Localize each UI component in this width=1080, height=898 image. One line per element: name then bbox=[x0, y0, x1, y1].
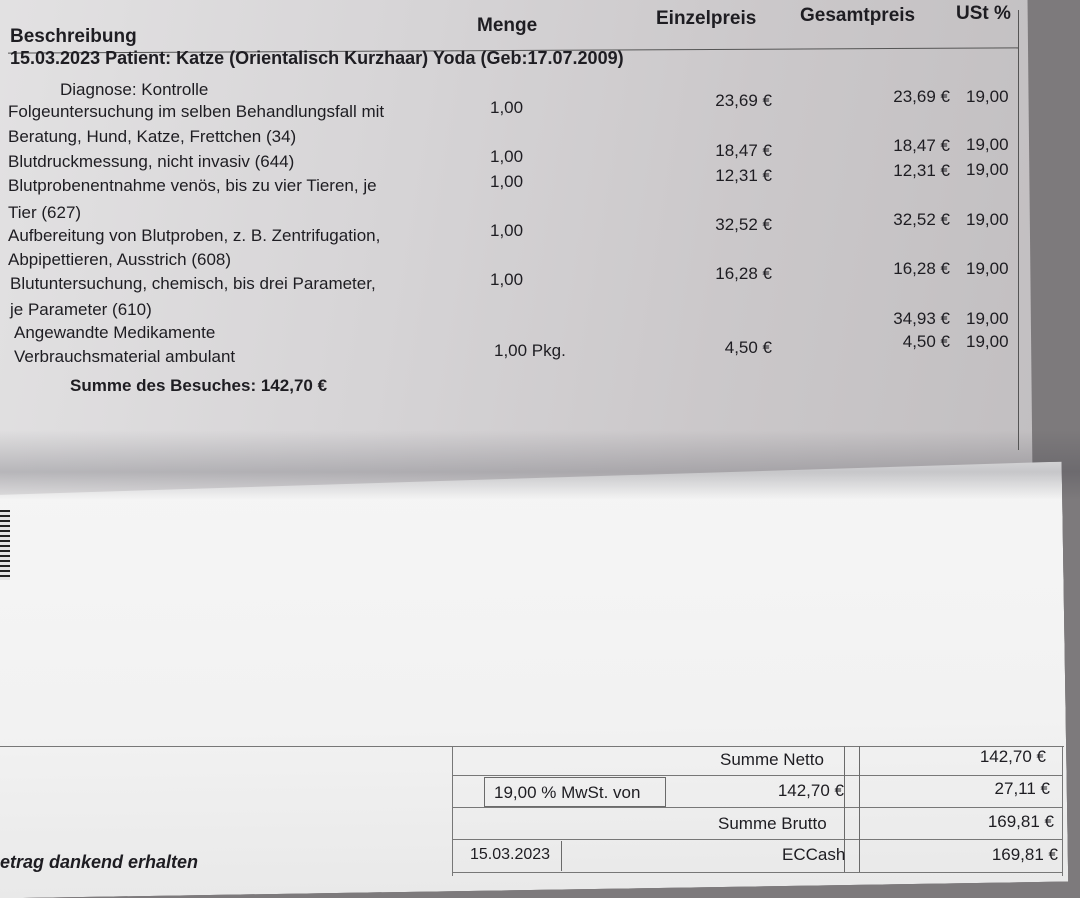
item-1-desc-2: Beratung, Hund, Katze, Frettchen (34) bbox=[8, 127, 297, 146]
summary-right-border bbox=[1062, 746, 1063, 876]
item-4-unit-price: 32,52 € bbox=[715, 215, 772, 234]
item-3-desc-2: Tier (627) bbox=[8, 203, 82, 222]
summary-rule-2 bbox=[452, 807, 1062, 808]
header-total-price: Gesamtpreis bbox=[800, 5, 916, 26]
item-5-desc-2: je Parameter (610) bbox=[10, 300, 152, 319]
item-3-total: 12,31 € bbox=[893, 161, 950, 180]
invoice-paper-lower bbox=[0, 462, 1068, 898]
received-text: etrag dankend erhalten bbox=[0, 852, 199, 872]
item-2-desc-1: Blutdruckmessung, nicht invasiv (644) bbox=[8, 152, 295, 171]
item-7-total: 4,50 € bbox=[902, 332, 950, 351]
summary-brutto-label: Summe Brutto bbox=[718, 814, 827, 833]
summary-rule-4 bbox=[452, 872, 1062, 873]
summary-brutto-value: 169,81 € bbox=[987, 812, 1054, 831]
item-2-qty: 1,00 bbox=[490, 147, 524, 166]
summary-vat-value: 27,11 € bbox=[994, 779, 1050, 798]
item-3-vat: 19,00 bbox=[966, 160, 1009, 179]
item-4-desc-2: Abpipettieren, Ausstrich (608) bbox=[8, 250, 232, 269]
item-5-total: 16,28 € bbox=[893, 259, 950, 278]
item-2-vat: 19,00 bbox=[966, 135, 1009, 154]
right-border bbox=[1018, 10, 1019, 450]
header-vat: USt % bbox=[956, 3, 1011, 24]
item-7-desc-1: Verbrauchsmaterial ambulant bbox=[14, 347, 236, 366]
payment-method: ECCash bbox=[782, 845, 846, 864]
item-3-desc-1: Blutprobenentnahme venös, bis zu vier Tieren, je bbox=[8, 176, 377, 195]
payment-date: 15.03.2023 bbox=[470, 846, 551, 863]
summary-left-border bbox=[452, 746, 453, 876]
item-1-qty: 1,00 bbox=[490, 98, 524, 117]
item-7-qty: 1,00 Pkg. bbox=[494, 341, 566, 360]
item-6-vat: 19,00 bbox=[966, 309, 1009, 328]
summary-vat-base: 142,70 € bbox=[777, 781, 844, 800]
item-4-total: 32,52 € bbox=[893, 210, 950, 229]
summary-rule-3 bbox=[452, 839, 1062, 840]
item-2-total: 18,47 € bbox=[893, 136, 950, 155]
item-6-desc-1: Angewandte Medikamente bbox=[14, 323, 216, 342]
item-1-desc-1: Folgeuntersuchung im selben Behandlungsfall mit bbox=[8, 102, 385, 121]
summary-netto-value: 142,70 € bbox=[979, 747, 1046, 766]
summary-rule-1 bbox=[452, 775, 1062, 776]
summary-vat-rate-label: 19,00 % MwSt. von bbox=[494, 783, 641, 802]
item-5-desc-1: Blutuntersuchung, chemisch, bis drei Parameter, bbox=[10, 274, 376, 293]
item-4-desc-1: Aufbereitung von Blutproben, z. B. Zentrifugation, bbox=[8, 226, 381, 245]
item-4-vat: 19,00 bbox=[966, 210, 1009, 229]
header-description: Beschreibung bbox=[10, 26, 137, 47]
item-7-vat: 19,00 bbox=[966, 332, 1009, 351]
item-3-unit-price: 12,31 € bbox=[715, 166, 772, 185]
item-5-unit-price: 16,28 € bbox=[715, 264, 772, 283]
item-5-qty: 1,00 bbox=[490, 270, 524, 289]
visit-title: 15.03.2023 Patient: Katze (Orientalisch Kurzhaar) Yoda (Geb:17.07.2009) bbox=[10, 48, 624, 68]
item-5-vat: 19,00 bbox=[966, 259, 1009, 278]
header-quantity: Menge bbox=[477, 15, 538, 36]
item-7-unit-price: 4,50 € bbox=[724, 338, 772, 357]
item-1-unit-price: 23,69 € bbox=[715, 91, 772, 110]
item-1-vat: 19,00 bbox=[966, 87, 1009, 106]
visit-sum: Summe des Besuches: 142,70 € bbox=[70, 376, 328, 395]
item-2-unit-price: 18,47 € bbox=[715, 141, 772, 160]
item-1-total: 23,69 € bbox=[893, 87, 950, 106]
item-4-qty: 1,00 bbox=[490, 221, 524, 240]
summary-netto-label: Summe Netto bbox=[720, 750, 824, 769]
diagnosis: Diagnose: Kontrolle bbox=[60, 80, 209, 99]
header-unit-price: Einzelpreis bbox=[656, 8, 757, 29]
barcode-strip bbox=[0, 510, 10, 580]
item-3-qty: 1,00 bbox=[490, 172, 524, 191]
item-6-total: 34,93 € bbox=[893, 309, 950, 328]
payment-value: 169,81 € bbox=[991, 845, 1058, 864]
summary-value-column bbox=[844, 746, 860, 872]
paper-fold-shadow bbox=[0, 430, 1080, 500]
